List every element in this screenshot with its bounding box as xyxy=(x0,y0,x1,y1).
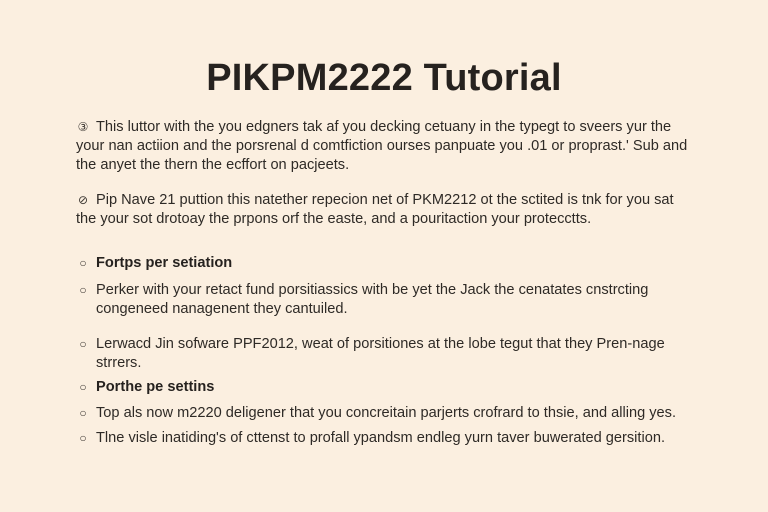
section-heading-setup xyxy=(76,254,696,273)
list-item-intro xyxy=(76,118,696,175)
ring-bullet-icon: ○ xyxy=(79,337,87,351)
circle-slash-icon: ⊘ xyxy=(77,193,89,207)
list-item-text: Tlne visle inatiding's of cttenst to profall ypandsm endleg yurn taver buwerated gersition. xyxy=(96,430,666,446)
ring-bullet-icon: ○ xyxy=(79,380,87,394)
section-heading-text: Fortps per setiation xyxy=(96,255,233,271)
circled-three-icon: ③ xyxy=(77,120,89,134)
list-item-perker xyxy=(76,281,696,319)
list-item-text: Lerwacd Jin sofware PPF2012, weat of porsitiones at the lobe tegut that they Pren-nage strrers. xyxy=(96,336,665,371)
ring-bullet-icon: ○ xyxy=(79,431,87,445)
ring-bullet-icon: ○ xyxy=(79,256,87,270)
list-item-text: Perker with your retact fund porsitiassics with be yet the Jack the cenatates cnstrcting congeneed nanagenent they cantuiled. xyxy=(96,282,649,317)
section-heading-text: Porthe pe settins xyxy=(96,379,215,395)
list-item-overview xyxy=(76,191,696,229)
list-item-deligener xyxy=(76,404,696,423)
list-item-text: This luttor with the you edgners tak af you decking cetuany in the typegt to sveers yur the your nan actiion and the porsrenal d comtfiction ourses panpuate you .01 or proprast.' Sub and the anyet the thern the ecffort on pacjeets. xyxy=(76,119,688,173)
section-heading-settings xyxy=(76,378,696,397)
ring-bullet-icon: ○ xyxy=(79,283,87,297)
page-title: PIKPM2222 Tutorial xyxy=(206,57,562,99)
list-item-visle xyxy=(76,429,696,448)
ring-bullet-icon: ○ xyxy=(79,406,87,420)
list-item-text: Top als now m2220 deligener that you concreitain parjerts crofrard to thsie, and alling yes. xyxy=(96,405,677,421)
list-item-text: Pip Nave 21 puttion this natether repecion net of PKM2212 ot the sctited is tnk for you sat the your sot drotoay the prpons orf the easte, and a pouritaction your protecctts. xyxy=(76,192,674,227)
list-item-software xyxy=(76,335,696,373)
